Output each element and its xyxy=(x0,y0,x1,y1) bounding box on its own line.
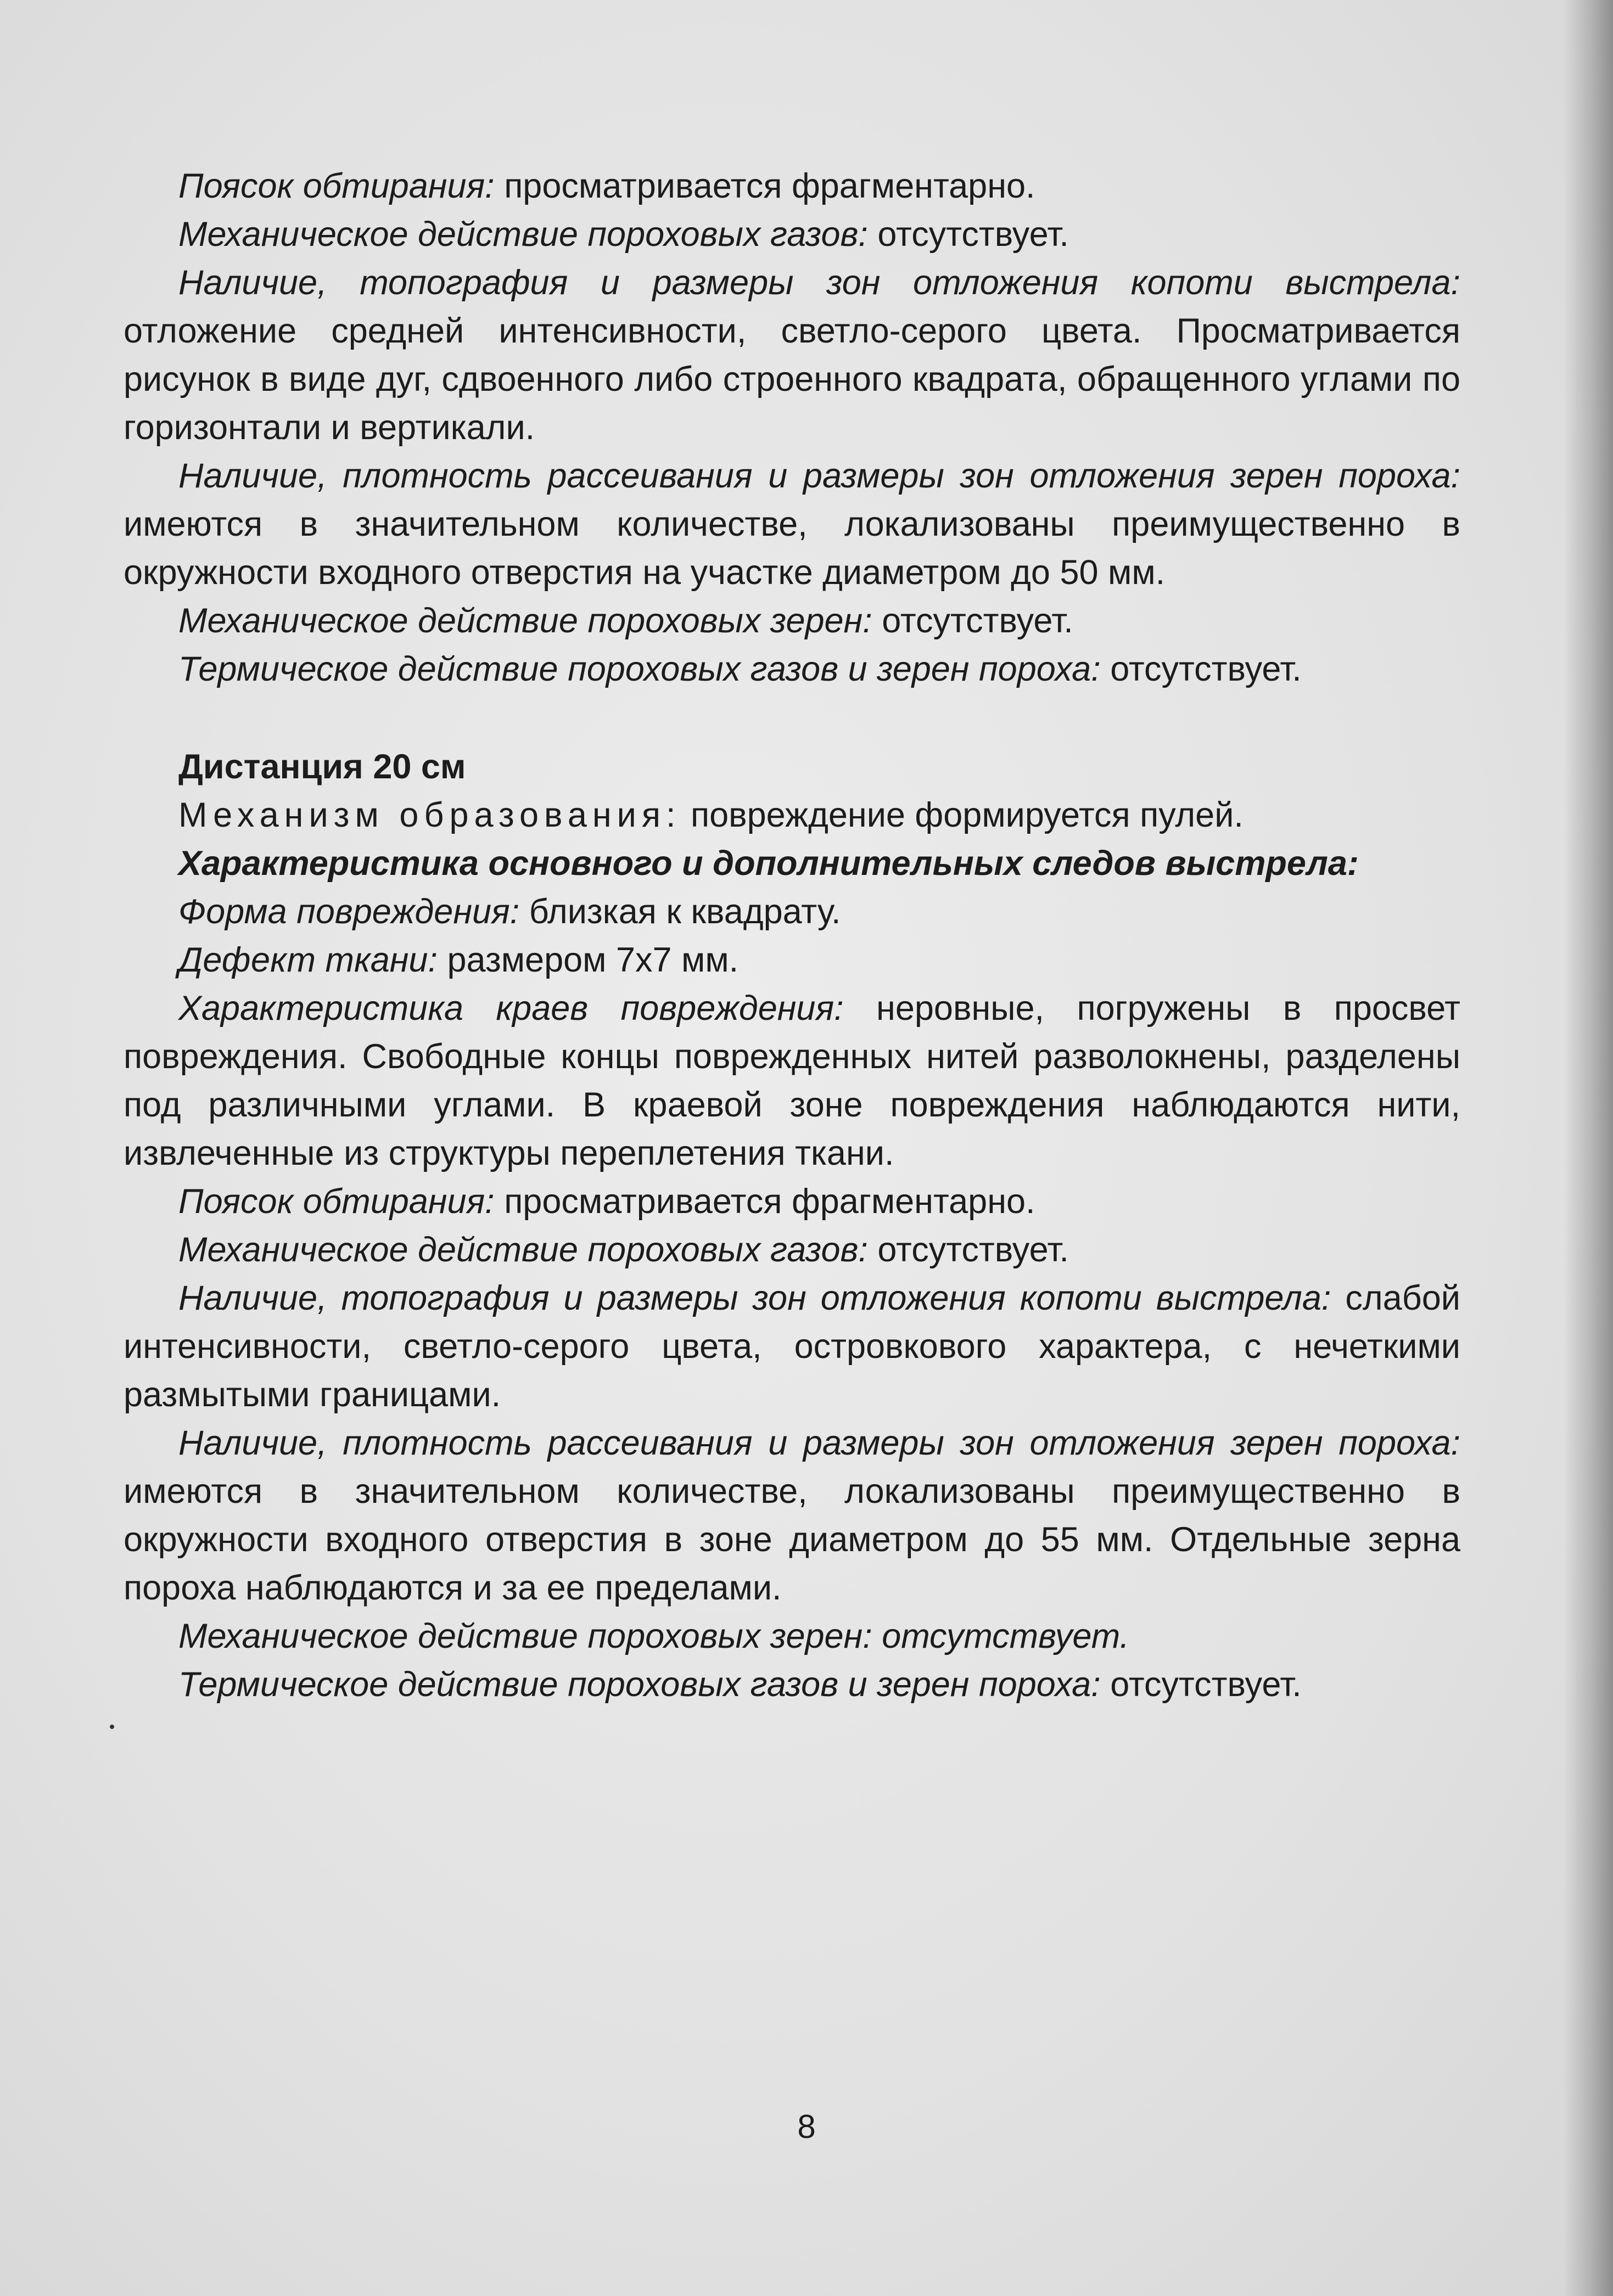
paragraph-fabric-defect xyxy=(124,936,1460,984)
section-heading-distance: Дистанция 20 см xyxy=(178,748,466,786)
paragraph-mechanism xyxy=(124,791,1460,839)
paragraph-label: Термическое действие пороховых газов и зерен пороха: xyxy=(178,650,1101,688)
paragraph-text: просматривается фрагментарно. xyxy=(494,167,1035,205)
paragraph-label: Механическое действие пороховых зерен: отсутствует. xyxy=(178,1617,1129,1655)
paragraph-text: отложение средней интенсивности, светло-серого цвета. Просматривается рисунок в виде дуг, сдвоенного либо строенного квадрата, обращенного углами по горизонтали и вертикали. xyxy=(124,312,1460,447)
paragraph-grains-mechanical-1 xyxy=(124,597,1460,645)
paragraph-label: Механическое действие пороховых газов: xyxy=(178,215,868,254)
paragraph-label: Характеристика краев повреждения: xyxy=(178,989,844,1028)
paragraph-thermal-1 xyxy=(124,645,1460,693)
paragraph-label: Наличие, плотность рассеивания и размеры зон отложения зерен пороха: xyxy=(178,1424,1460,1462)
paragraph-label: Механическое действие пороховых газов: xyxy=(178,1231,868,1269)
paragraph-label: Форма повреждения: xyxy=(178,892,520,931)
page-number: 8 xyxy=(797,2108,816,2145)
paragraph-label: Механическое действие пороховых зерен: xyxy=(178,602,872,640)
paragraph-wiping-ring-2 xyxy=(124,1177,1460,1226)
paragraph-damage-shape xyxy=(124,888,1460,936)
paragraph-wiping-ring-1 xyxy=(124,162,1460,210)
binding-shadow xyxy=(1564,0,1613,2296)
paragraph-soot-zones-1 xyxy=(124,259,1460,452)
paragraph-powder-grains-1 xyxy=(124,452,1460,597)
paragraph-text: размером 7х7 мм. xyxy=(437,941,739,979)
paragraph-text: близкая к квадрату. xyxy=(519,892,841,931)
paragraph-label: Наличие, топография и размеры зон отложения копоти выстрела: xyxy=(178,263,1460,302)
paragraph-label: Термическое действие пороховых газов и зерен пороха: xyxy=(178,1665,1101,1704)
paragraph-label: Дефект ткани: xyxy=(178,941,438,979)
paragraph-soot-zones-2 xyxy=(124,1274,1460,1419)
paragraph-text: слабой интенсивности, светло-серого цвета, островкового характера, с нечеткими размытыми границами. xyxy=(124,1279,1460,1414)
paragraph-label: Наличие, плотность рассеивания и размеры зон отложения зерен пороха: xyxy=(178,457,1460,495)
characteristics-heading: Характеристика основного и дополнительных следов выстрела: xyxy=(178,844,1359,883)
paragraph-text: отсутствует. xyxy=(872,602,1073,640)
paragraph-text: имеются в значительном количестве, локализованы преимущественно в окружности входного отверстия в зоне диаметром до 55 мм. Отдельные зерна пороха наблюдаются и за ее пределами. xyxy=(124,1472,1460,1607)
mechanism-text: повреждение формируется пулей. xyxy=(681,796,1244,834)
paragraph-edges xyxy=(124,984,1460,1177)
paragraph-powder-grains-2 xyxy=(124,1419,1460,1612)
paragraph-gas-mechanical-2 xyxy=(124,1226,1460,1274)
paragraph-text: отсутствует. xyxy=(867,215,1069,254)
paragraph-text: неровные, погружены в просвет повреждения. Свободные концы поврежденных нитей разволокнены, разделены под различными углами. В краевой зоне повреждения наблюдаются нити, извлеченные из структуры переплетения ткани. xyxy=(124,989,1460,1172)
paragraph-label: Поясок обтирания: xyxy=(178,1182,495,1221)
paragraph-grains-mechanical-2 xyxy=(124,1612,1460,1660)
mechanism-label: Механизм образования: xyxy=(178,796,681,834)
paragraph-label: Поясок обтирания: xyxy=(178,167,495,205)
paragraph-text: отсутствует. xyxy=(1100,1665,1302,1704)
paragraph-gas-mechanical-1 xyxy=(124,210,1460,259)
paragraph-label: Наличие, топография и размеры зон отложения копоти выстрела: xyxy=(178,1279,1331,1317)
text-column xyxy=(124,162,1460,1709)
scan-speck xyxy=(110,1725,114,1729)
paragraph-text: отсутствует. xyxy=(1100,650,1302,688)
paragraph-text: имеются в значительном количестве, локализованы преимущественно в окружности входного отверстия на участке диаметром до 50 мм. xyxy=(124,505,1460,592)
paragraph-thermal-2 xyxy=(124,1660,1460,1709)
paragraph-text: просматривается фрагментарно. xyxy=(494,1182,1035,1221)
paragraph-text: отсутствует. xyxy=(867,1231,1069,1269)
